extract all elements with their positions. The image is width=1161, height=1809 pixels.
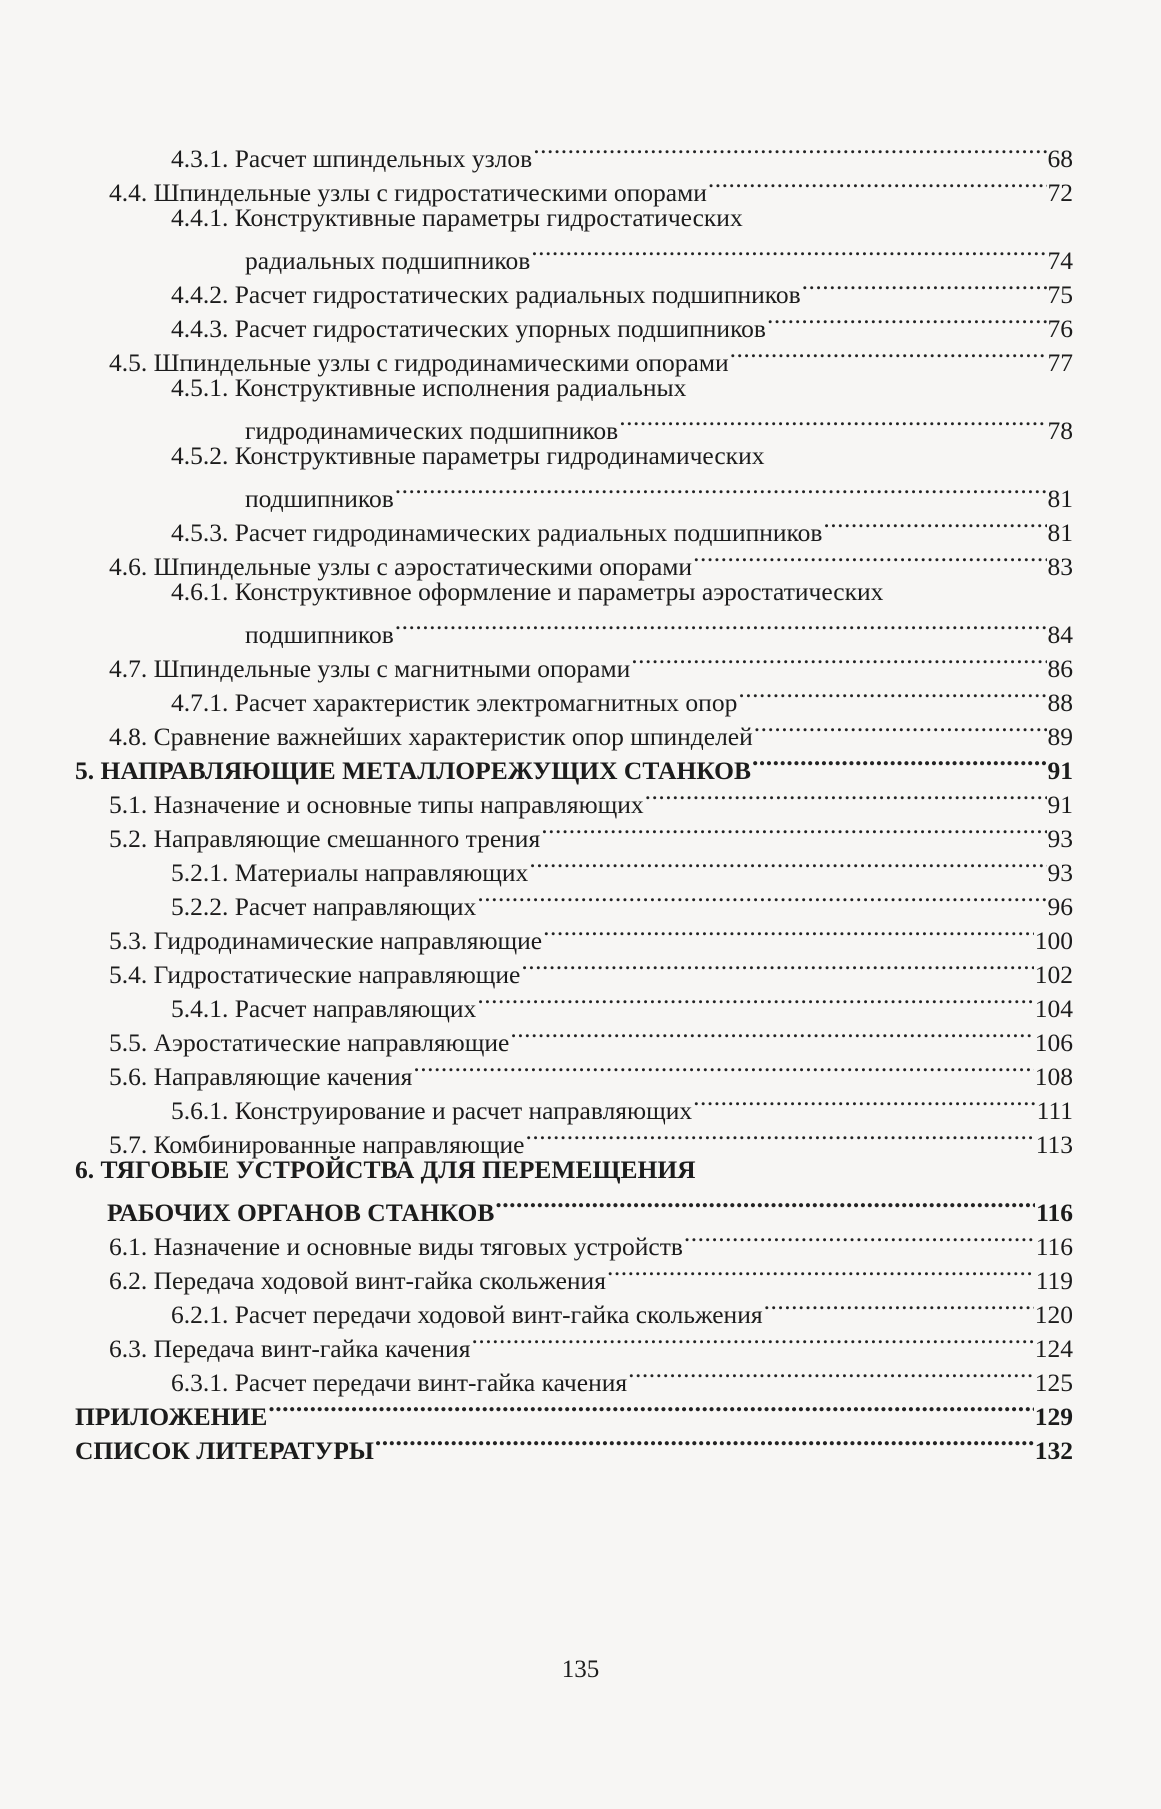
toc-entry-title: 5.2.2. Расчет направляющих: [171, 892, 477, 921]
toc-entry-title: 4.6. Шпиндельные узлы с аэростатическими опорами: [109, 552, 693, 581]
toc-line: [75, 609, 1073, 649]
toc-entry: [75, 201, 1073, 275]
toc-page-number: 125: [1034, 1368, 1073, 1397]
toc-entry: [75, 575, 1073, 649]
dot-leader: [477, 983, 1033, 1017]
toc-entry-title: 6.2. Передача ходовой винт-гайка скольжения: [109, 1266, 606, 1295]
toc-page-number: 81: [1047, 484, 1073, 513]
toc-page-number: 91: [1047, 756, 1073, 785]
toc-entry-title: 5.1. Назначение и основные типы направляющих: [109, 790, 644, 819]
toc-page-number: 93: [1047, 858, 1073, 887]
dot-leader: [471, 1323, 1033, 1357]
dot-leader: [730, 337, 1047, 371]
toc-entry-title: 6.2.1. Расчет передачи ходовой винт-гайка скольжения: [171, 1300, 763, 1329]
dot-leader: [533, 133, 1046, 167]
dot-leader: [631, 643, 1046, 677]
toc-page-number: 111: [1036, 1096, 1073, 1125]
toc-entry-title: 5.6. Направляющие качения: [109, 1062, 413, 1091]
toc-page-number: 124: [1034, 1334, 1073, 1363]
toc-entry: [75, 1153, 1073, 1227]
toc-page-number: 72: [1047, 178, 1073, 207]
toc-entry-title: 5.2.1. Материалы направляющих: [171, 858, 529, 887]
toc-entry-title: 6.1. Назначение и основные виды тяговых устройств: [109, 1232, 683, 1261]
toc-line: [75, 269, 1073, 309]
dot-leader: [738, 677, 1046, 711]
toc-page-number: 74: [1047, 246, 1073, 275]
toc-entry: [75, 269, 1073, 309]
dot-leader: [529, 847, 1046, 881]
toc-line: [75, 643, 1073, 683]
toc-entry-title: 4.4.2. Расчет гидростатических радиальных подшипников: [171, 280, 801, 309]
toc-entry-title: 4.6.1. Конструктивное оформление и параметры аэростатических: [171, 577, 884, 606]
toc-page-number: 76: [1047, 314, 1073, 343]
toc-entry-title: 5.4. Гидростатические направляющие: [109, 960, 521, 989]
toc-entry-title: 4.4. Шпиндельные узлы с гидростатическими опорами: [109, 178, 707, 207]
toc-page-number: 88: [1047, 688, 1073, 717]
toc-page-number: 120: [1034, 1300, 1073, 1329]
dot-leader: [541, 813, 1046, 847]
toc-line: [75, 405, 1073, 445]
dot-leader: [525, 1119, 1034, 1153]
toc-entry-title: 5.6.1. Конструирование и расчет направляющих: [171, 1096, 693, 1125]
toc-entry-title: 5. НАПРАВЛЯЮЩИЕ МЕТАЛЛОРЕЖУЩИХ СТАНКОВ: [75, 756, 752, 785]
dot-leader: [628, 1357, 1034, 1391]
dot-leader: [521, 949, 1033, 983]
toc-page-number: 81: [1047, 518, 1073, 547]
toc-entry-title: 5.5. Аэростатические направляющие: [109, 1028, 510, 1057]
toc-page-number: 106: [1034, 1028, 1073, 1057]
toc-page-number: 116: [1035, 1232, 1073, 1261]
toc-page-number: 116: [1036, 1198, 1073, 1227]
page-number: 135: [561, 1656, 600, 1683]
toc-entry-title: 6.3. Передача винт-гайка качения: [109, 1334, 471, 1363]
toc-entry-title: 4.4.3. Расчет гидростатических упорных подшипников: [171, 314, 766, 343]
toc-line: [75, 235, 1073, 275]
toc-entry-title: 4.5.1. Конструктивные исполнения радиальных: [171, 373, 687, 402]
toc-entry-title: РАБОЧИХ ОРГАНОВ СТАНКОВ: [107, 1198, 495, 1227]
dot-leader: [767, 303, 1047, 337]
toc-page-number: 100: [1034, 926, 1073, 955]
toc-page-number: 77: [1047, 348, 1073, 377]
dot-leader: [395, 473, 1047, 507]
toc-line: [75, 1187, 1073, 1227]
toc-entry-title: 5.3. Гидродинамические направляющие: [109, 926, 543, 955]
toc-page-number: 75: [1047, 280, 1073, 309]
toc-line: [75, 507, 1073, 547]
dot-leader: [754, 711, 1047, 745]
dot-leader: [607, 1255, 1035, 1289]
toc-page-number: 78: [1047, 416, 1073, 445]
toc-page-number: 113: [1035, 1130, 1073, 1159]
dot-leader: [619, 405, 1046, 439]
dot-leader: [823, 507, 1046, 541]
toc-entry-title: 4.5. Шпиндельные узлы с гидродинамическими опорами: [109, 348, 729, 377]
toc-entry-title: гидродинамических подшипников: [245, 416, 619, 445]
dot-leader: [375, 1425, 1034, 1459]
dot-leader: [802, 269, 1047, 303]
dot-leader: [477, 881, 1046, 915]
toc-entry-title: 4.5.2. Конструктивные параметры гидродинамических: [171, 441, 765, 470]
toc-page-number: 119: [1035, 1266, 1073, 1295]
dot-leader: [764, 1289, 1034, 1323]
toc-line: [75, 133, 1073, 173]
dot-leader: [510, 1017, 1033, 1051]
toc-page-number: 132: [1034, 1436, 1073, 1465]
toc-page-number: 93: [1047, 824, 1073, 853]
toc-page-number: 104: [1034, 994, 1073, 1023]
toc-entry: [75, 371, 1073, 445]
toc-page-number: 84: [1047, 620, 1073, 649]
toc-entry: [75, 439, 1073, 513]
toc-page-number: 91: [1047, 790, 1073, 819]
toc-page-number: 96: [1047, 892, 1073, 921]
dot-leader: [413, 1051, 1033, 1085]
dot-leader: [531, 235, 1046, 269]
table-of-contents: [75, 133, 1073, 1465]
toc-entry-title: 6.3.1. Расчет передачи винт-гайка качения: [171, 1368, 628, 1397]
dot-leader: [708, 167, 1047, 201]
toc-entry-title: 5.4.1. Расчет направляющих: [171, 994, 477, 1023]
dot-leader: [693, 1085, 1036, 1119]
toc-page-number: 83: [1047, 552, 1073, 581]
toc-entry-title: 5.2. Направляющие смешанного трения: [109, 824, 541, 853]
toc-entry-title: 4.4.1. Конструктивные параметры гидростатических: [171, 203, 743, 232]
dot-leader: [268, 1391, 1033, 1425]
toc-entry-title: радиальных подшипников: [245, 246, 531, 275]
toc-entry: [75, 133, 1073, 173]
toc-page-number: 68: [1047, 144, 1073, 173]
toc-entry-title: 4.3.1. Расчет шпиндельных узлов: [171, 144, 533, 173]
toc-page-number: 129: [1034, 1402, 1073, 1431]
toc-entry-title: подшипников: [245, 620, 394, 649]
toc-entry: [75, 643, 1073, 683]
toc-page-number: 102: [1034, 960, 1073, 989]
toc-entry-title: СПИСОК ЛИТЕРАТУРЫ: [75, 1436, 374, 1465]
toc-entry-title: 4.7.1. Расчет характеристик электромагнитных опор: [171, 688, 738, 717]
toc-page-number: 108: [1034, 1062, 1073, 1091]
toc-entry-title: 4.7. Шпиндельные узлы с магнитными опорами: [109, 654, 631, 683]
toc-page-number: 89: [1047, 722, 1073, 751]
toc-entry-title: 6. ТЯГОВЫЕ УСТРОЙСТВА ДЛЯ ПЕРЕМЕЩЕНИЯ: [75, 1155, 696, 1184]
toc-entry: [75, 507, 1073, 547]
toc-entry-title: ПРИЛОЖЕНИЕ: [75, 1402, 268, 1431]
dot-leader: [684, 1221, 1035, 1255]
dot-leader: [543, 915, 1034, 949]
dot-leader: [693, 541, 1046, 575]
dot-leader: [395, 609, 1047, 643]
dot-leader: [752, 745, 1046, 779]
dot-leader: [645, 779, 1047, 813]
toc-page-number: 86: [1047, 654, 1073, 683]
toc-entry-title: 4.8. Сравнение важнейших характеристик опор шпинделей: [109, 722, 753, 751]
toc-entry-title: 5.7. Комбинированные направляющие: [109, 1130, 525, 1159]
toc-line: [75, 473, 1073, 513]
dot-leader: [495, 1187, 1035, 1221]
toc-entry-title: подшипников: [245, 484, 394, 513]
toc-entry-title: 4.5.3. Расчет гидродинамических радиальных подшипников: [171, 518, 823, 547]
